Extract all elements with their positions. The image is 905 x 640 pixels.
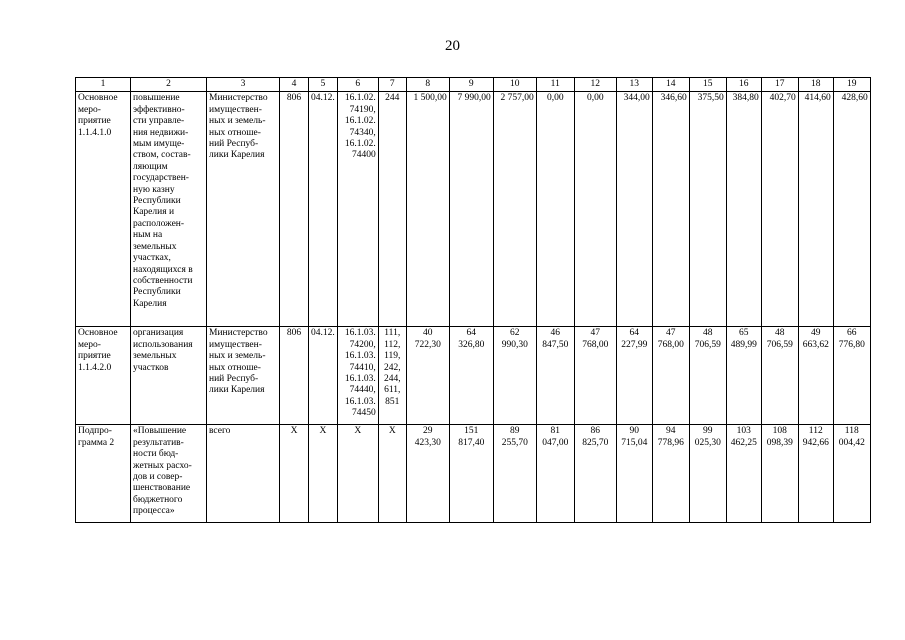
amount-cell: 1 500,00 — [406, 92, 449, 327]
column-header: 13 — [616, 78, 652, 92]
code-cell: Х — [378, 425, 406, 523]
column-header: 12 — [574, 78, 616, 92]
table-row — [76, 327, 871, 425]
amount-cell: 346,60 — [652, 92, 689, 327]
amount-cell: 94 778,96 — [652, 425, 689, 523]
amount-cell: 81 047,00 — [536, 425, 574, 523]
amount-cell: 47 768,00 — [574, 327, 616, 425]
column-header: 8 — [406, 78, 449, 92]
column-header: 10 — [493, 78, 536, 92]
amount-cell: 86 825,70 — [574, 425, 616, 523]
amount-cell: 7 990,00 — [449, 92, 493, 327]
activity-code-cell: Основное меро- приятие 1.1.4.2.0 — [76, 327, 131, 425]
activity-name-cell: повышение эффективно- сти управле- ния недвижи- мым имуще- ством, состав- ляющим государствен- ную казну Республики Карелия и расположен- ным на земельных участках, находящихся в собственности Республики Карелия — [131, 92, 207, 327]
table-row — [76, 425, 871, 523]
activity-name-cell: организация использования земельных участков — [131, 327, 207, 425]
amount-cell: 414,60 — [798, 92, 833, 327]
executor-cell: всего — [207, 425, 280, 523]
amount-cell: 46 847,50 — [536, 327, 574, 425]
amount-cell: 118 004,42 — [833, 425, 870, 523]
column-header: 19 — [833, 78, 870, 92]
amount-cell: 49 663,62 — [798, 327, 833, 425]
code-cell: 04.12. — [309, 92, 338, 327]
activity-name-cell: «Повышение результатив- ности бюд- жетных расхо- дов и совер- шенствование бюджетного процесса» — [131, 425, 207, 523]
amount-cell: 103 462,25 — [726, 425, 761, 523]
subprogram-cell: Подпро- грамма 2 — [76, 425, 131, 523]
amount-cell: 66 776,80 — [833, 327, 870, 425]
amount-cell: 428,60 — [833, 92, 870, 327]
amount-cell: 64 227,99 — [616, 327, 652, 425]
code-cell: 16.1.03. 74200, 16.1.03. 74410, 16.1.03. 74440, 16.1.03. 74450 — [337, 327, 378, 425]
column-header: 4 — [280, 78, 309, 92]
code-cell: Х — [280, 425, 309, 523]
column-header: 14 — [652, 78, 689, 92]
column-header: 15 — [689, 78, 726, 92]
amount-cell: 90 715,04 — [616, 425, 652, 523]
code-cell: 111, 112, 119, 242, 244, 611, 851 — [378, 327, 406, 425]
activity-code-cell: Основное меро- приятие 1.1.4.1.0 — [76, 92, 131, 327]
amount-cell: 151 817,40 — [449, 425, 493, 523]
amount-cell: 0,00 — [536, 92, 574, 327]
amount-cell: 344,00 — [616, 92, 652, 327]
amount-cell: 108 098,39 — [761, 425, 798, 523]
amount-cell: 65 489,99 — [726, 327, 761, 425]
column-header: 18 — [798, 78, 833, 92]
code-cell: Х — [309, 425, 338, 523]
column-header: 16 — [726, 78, 761, 92]
amount-cell: 384,80 — [726, 92, 761, 327]
amount-cell: 48 706,59 — [761, 327, 798, 425]
column-header: 11 — [536, 78, 574, 92]
table-row — [76, 92, 871, 327]
amount-cell: 29 423,30 — [406, 425, 449, 523]
code-cell: 04.12. — [309, 327, 338, 425]
executor-cell: Министерство имуществен- ных и земель- ных отноше- ний Респуб- лики Карелия — [207, 327, 280, 425]
amount-cell: 375,50 — [689, 92, 726, 327]
amount-cell: 112 942,66 — [798, 425, 833, 523]
code-cell: 806 — [280, 92, 309, 327]
page-number: 20 — [445, 38, 460, 54]
amount-cell: 40 722,30 — [406, 327, 449, 425]
code-cell: Х — [337, 425, 378, 523]
amount-cell: 99 025,30 — [689, 425, 726, 523]
amount-cell: 89 255,70 — [493, 425, 536, 523]
column-header: 3 — [207, 78, 280, 92]
amount-cell: 2 757,00 — [493, 92, 536, 327]
column-header: 2 — [131, 78, 207, 92]
amount-cell: 0,00 — [574, 92, 616, 327]
column-header: 17 — [761, 78, 798, 92]
budget-table — [75, 77, 871, 523]
amount-cell: 64 326,80 — [449, 327, 493, 425]
column-header: 5 — [309, 78, 338, 92]
executor-cell: Министерство имуществен- ных и земель- ных отноше- ний Респуб- лики Карелия — [207, 92, 280, 327]
header-row — [76, 78, 871, 92]
column-header: 6 — [337, 78, 378, 92]
code-cell: 16.1.02. 74190, 16.1.02. 74340, 16.1.02. 74400 — [337, 92, 378, 327]
code-cell: 244 — [378, 92, 406, 327]
column-header: 9 — [449, 78, 493, 92]
amount-cell: 48 706,59 — [689, 327, 726, 425]
amount-cell: 62 990,30 — [493, 327, 536, 425]
amount-cell: 47 768,00 — [652, 327, 689, 425]
column-header: 1 — [76, 78, 131, 92]
code-cell: 806 — [280, 327, 309, 425]
column-header: 7 — [378, 78, 406, 92]
amount-cell: 402,70 — [761, 92, 798, 327]
